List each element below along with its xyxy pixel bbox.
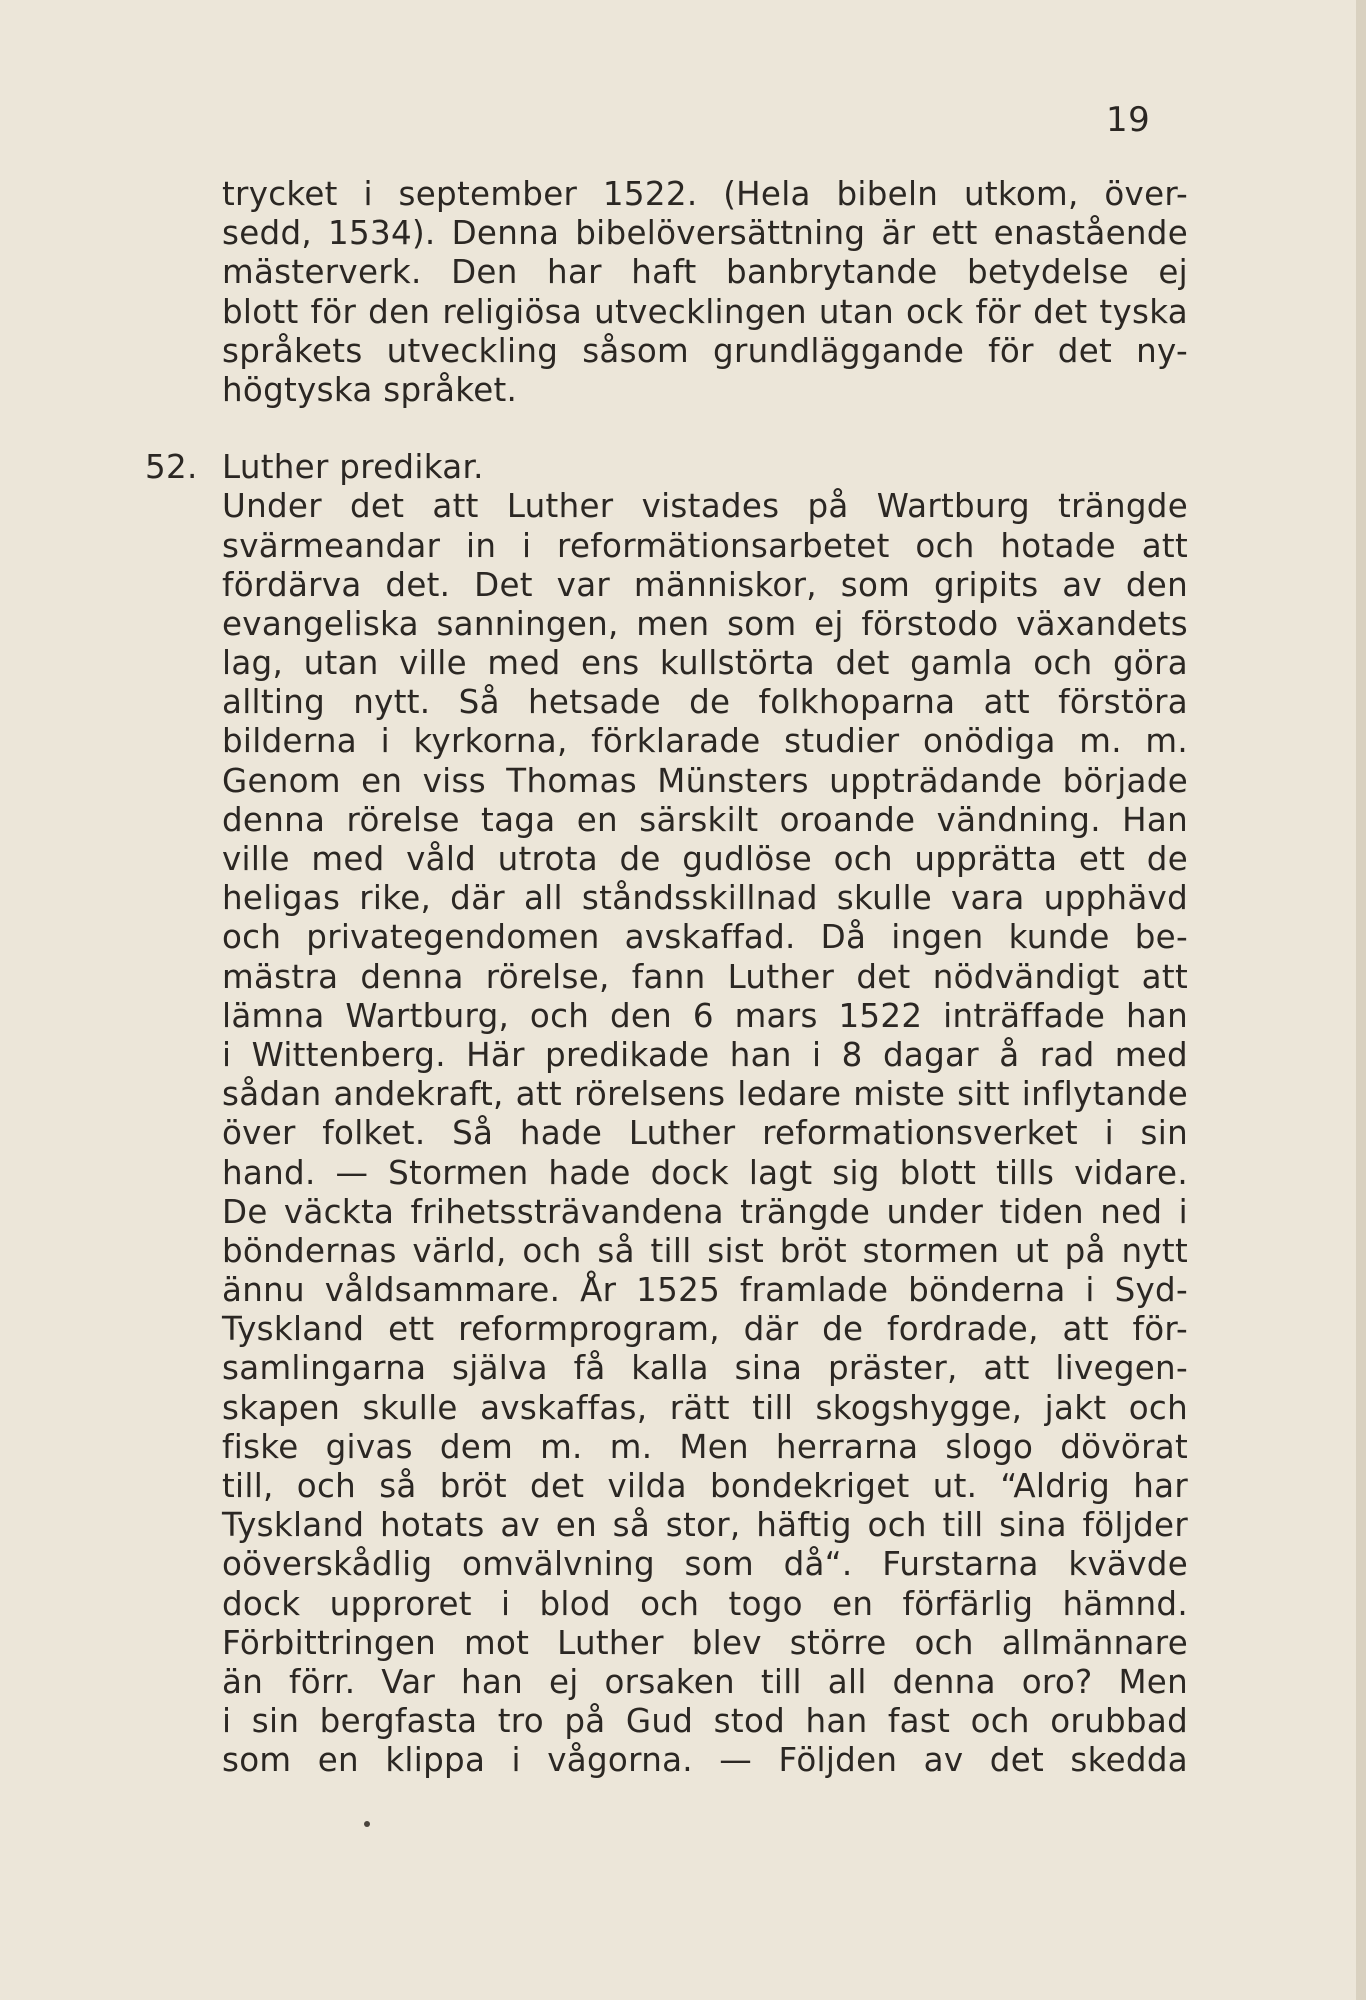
text-line: fördärva det. Det var människor, som gripits av den bbox=[222, 565, 1188, 604]
text-line: högtyska språket. bbox=[222, 370, 518, 409]
section-number: 52. bbox=[145, 448, 198, 487]
text-line: samlingarna själva få kalla sina präster, att livegen- bbox=[222, 1349, 1188, 1388]
text-line: denna rörelse taga en särskilt oroande vändning. Han bbox=[222, 800, 1188, 839]
text-line: i sin bergfasta tro på Gud stod han fast och orubbad bbox=[222, 1702, 1188, 1741]
text-line: till, och så bröt det vilda bondekriget ut. “Aldrig har bbox=[222, 1467, 1188, 1505]
text-line: Genom en viss Thomas Münsters uppträdande började bbox=[222, 761, 1188, 800]
text-line: De väckta frihetssträvandena trängde under tiden ned i bbox=[222, 1192, 1188, 1231]
text-line: ville med våld utrota de gudlöse och upprätta ett de bbox=[222, 840, 1188, 878]
text-line: hand. — Stormen hade dock lagt sig blott tills vidare. bbox=[222, 1153, 1188, 1192]
section-heading bbox=[145, 448, 1188, 487]
paragraph-gap bbox=[222, 410, 1188, 448]
text-line: allting nytt. Så hetsade de folkhoparna att förstöra bbox=[222, 683, 1188, 722]
text-line: lämna Wartburg, och den 6 mars 1522 inträffade han bbox=[222, 996, 1188, 1035]
text-line: sedd, 1534). Denna bibelöversättning är ett enastående bbox=[222, 214, 1188, 253]
text-line: Tyskland ett reformprogram, där de fordrade, att för- bbox=[222, 1310, 1188, 1349]
page-number: 19 bbox=[1106, 100, 1151, 140]
text-line: än förr. Var han ej orsaken till all denna oro? Men bbox=[222, 1662, 1188, 1701]
text-line: dock upproret i blod och togo en förfärlig hämnd. bbox=[222, 1584, 1188, 1623]
print-mark bbox=[364, 1821, 370, 1827]
text-line: som en klippa i vågorna. — Följden av det skedda bbox=[222, 1741, 1188, 1780]
text-line: mästerverk. Den har haft banbrytande betydelse ej bbox=[222, 253, 1188, 292]
text-line: sådan andekraft, att rörelsens ledare miste sitt inflytande bbox=[222, 1075, 1188, 1114]
text-line: och privategendomen avskaffad. Då ingen kunde be- bbox=[222, 918, 1188, 957]
text-line: Förbittringen mot Luther blev större och allmännare bbox=[222, 1623, 1188, 1662]
page-edge bbox=[1356, 0, 1366, 2000]
text-line: ännu våldsammare. År 1525 framlade bönderna i Syd- bbox=[222, 1271, 1188, 1310]
text-line: Tyskland hotats av en så stor, häftig och till sina följder bbox=[222, 1506, 1188, 1545]
text-line: oöverskådlig omvälvning som då“. Furstarna kvävde bbox=[222, 1545, 1188, 1584]
text-line: fiske givas dem m. m. Men herrarna slogo dövörat bbox=[222, 1427, 1188, 1466]
body-text bbox=[145, 175, 1188, 1781]
text-line: över folket. Så hade Luther reformationsverket i sin bbox=[222, 1114, 1188, 1153]
text-line: i Wittenberg. Här predikade han i 8 dagar å rad med bbox=[222, 1035, 1188, 1074]
text-line: skapen skulle avskaffas, rätt till skogshygge, jakt och bbox=[222, 1388, 1188, 1427]
text-line: bilderna i kyrkorna, förklarade studier onödiga m. m. bbox=[222, 722, 1188, 761]
paragraph-2 bbox=[222, 487, 1188, 1780]
text-line: språkets utveckling såsom grundläggande för det ny- bbox=[222, 331, 1188, 370]
paragraph-1 bbox=[222, 175, 1188, 410]
text-line: mästra denna rörelse, fann Luther det nödvändigt att bbox=[222, 957, 1188, 996]
text-line: evangeliska sanningen, men som ej förstodo växandets bbox=[222, 604, 1188, 643]
text-line: heligas rike, där all ståndsskillnad skulle vara upphävd bbox=[222, 879, 1188, 918]
text-line: Under det att Luther vistades på Wartburg trängde bbox=[222, 487, 1188, 526]
text-line: lag, utan ville med ens kullstörta det gamla och göra bbox=[222, 644, 1188, 683]
text-line: blott för den religiösa utvecklingen utan ock för det tyska bbox=[222, 292, 1188, 331]
text-line: böndernas värld, och så till sist bröt stormen ut på nytt bbox=[222, 1231, 1188, 1270]
section-title: Luther predikar. bbox=[222, 448, 484, 487]
text-line: trycket i september 1522. (Hela bibeln utkom, över- bbox=[222, 175, 1188, 213]
text-line: svärmeandar in i reformätionsarbetet och hotade att bbox=[222, 526, 1188, 565]
